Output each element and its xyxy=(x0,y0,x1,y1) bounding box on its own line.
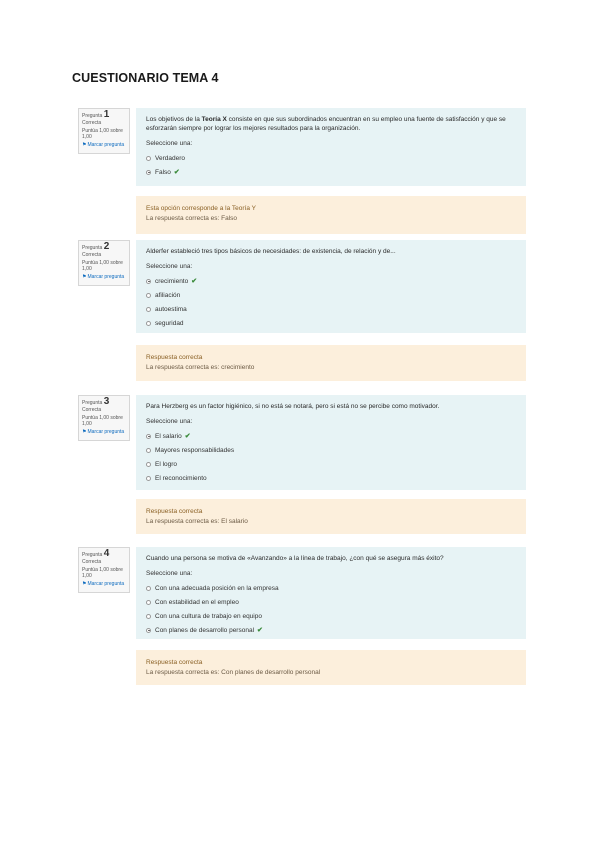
radio-button[interactable] xyxy=(146,462,151,467)
question-feedback xyxy=(136,345,526,381)
flag-question-link[interactable] xyxy=(82,142,126,148)
question-label: Pregunta xyxy=(82,113,103,119)
checkmark-icon: ✔ xyxy=(257,626,263,634)
question-label: Pregunta xyxy=(82,552,103,558)
answer-prompt: Seleccione una: xyxy=(146,570,193,577)
answer-option-label: El logro xyxy=(155,460,178,468)
question-text: Los objetivos de la Teoría X consiste en que sus subordinados encuentran en su empleo una fuente de satisfacción y que se esforzarán siempre por lograr los mejores resultados para la organización. xyxy=(146,116,506,132)
specific-feedback: Respuesta correcta xyxy=(146,508,203,515)
question-feedback xyxy=(136,650,526,685)
flag-icon[interactable]: ⚑ xyxy=(82,581,87,587)
flag-label: Marcar pregunta xyxy=(87,274,125,280)
radio-button[interactable] xyxy=(146,279,151,284)
answer-option[interactable] xyxy=(146,471,517,485)
answer-option-label: autoestima xyxy=(155,305,187,313)
specific-feedback: Esta opción corresponde a la Teoría Y xyxy=(146,205,256,212)
question-number: 3 xyxy=(103,396,110,407)
radio-button[interactable] xyxy=(146,170,151,175)
answer-option-label: El salario xyxy=(155,432,182,440)
radio-button[interactable] xyxy=(146,293,151,298)
radio-button[interactable] xyxy=(146,628,151,633)
question-text: Para Herzberg es un factor higiénico, si no está se notará, pero si está no se percibe como motivador. xyxy=(146,403,440,410)
answer-option-label: Con planes de desarrollo personal xyxy=(155,626,255,634)
radio-button[interactable] xyxy=(146,600,151,605)
answer-option[interactable] xyxy=(146,595,517,609)
specific-feedback: Respuesta correcta xyxy=(146,354,203,361)
answer-option[interactable] xyxy=(146,457,517,471)
flag-question-link[interactable] xyxy=(82,429,126,435)
radio-button[interactable] xyxy=(146,614,151,619)
question-feedback xyxy=(136,196,526,234)
checkmark-icon: ✔ xyxy=(184,432,191,440)
question-label: Pregunta xyxy=(82,400,103,406)
question-state: Correcta xyxy=(82,559,102,565)
answer-prompt: Seleccione una: xyxy=(146,263,193,270)
question-formulation xyxy=(136,240,526,333)
answer-option-label: Con una adecuada posición en la empresa xyxy=(155,584,279,592)
answer-options xyxy=(146,581,517,637)
question-state: Correcta xyxy=(82,120,102,126)
answer-option[interactable] xyxy=(146,581,517,595)
question-grade: Puntúa 1,00 sobre 1,00 xyxy=(82,415,123,427)
answer-options xyxy=(146,151,517,179)
question-feedback xyxy=(136,499,526,534)
flag-label: Marcar pregunta xyxy=(87,429,125,435)
checkmark-icon: ✔ xyxy=(173,168,180,176)
flag-question-link[interactable] xyxy=(82,274,126,280)
question-number: 2 xyxy=(103,241,110,252)
answer-options xyxy=(146,429,517,485)
answer-option[interactable] xyxy=(146,302,517,316)
specific-feedback: Respuesta correcta xyxy=(146,659,203,666)
answer-option[interactable] xyxy=(146,609,517,623)
question-info xyxy=(78,108,130,154)
page-title: CUESTIONARIO TEMA 4 xyxy=(72,71,219,85)
answer-option[interactable] xyxy=(146,151,517,165)
question-grade: Puntúa 1,00 sobre 1,00 xyxy=(82,567,123,579)
question-grade: Puntúa 1,00 sobre 1,00 xyxy=(82,128,123,140)
question-text: Alderfer estableció tres tipos básicos de necesidades: de existencia, de relación y de... xyxy=(146,248,396,255)
flag-question-link[interactable] xyxy=(82,581,126,587)
answer-option-label: Mayores responsabilidades xyxy=(155,446,235,454)
answer-option-label: seguridad xyxy=(155,319,184,327)
checkmark-icon: ✔ xyxy=(191,277,198,285)
right-answer: La respuesta correcta es: Falso xyxy=(146,215,238,222)
radio-button[interactable] xyxy=(146,321,151,326)
radio-button[interactable] xyxy=(146,156,151,161)
radio-button[interactable] xyxy=(146,307,151,312)
flag-label: Marcar pregunta xyxy=(87,581,125,587)
answer-option[interactable] xyxy=(146,429,517,443)
question-grade: Puntúa 1,00 sobre 1,00 xyxy=(82,260,123,272)
answer-option-label: afiliación xyxy=(155,291,181,299)
right-answer: La respuesta correcta es: crecimiento xyxy=(146,364,255,371)
question-state: Correcta xyxy=(82,252,102,258)
question-formulation xyxy=(136,547,526,639)
answer-option-label: Verdadero xyxy=(155,154,185,162)
question-text: Cuando una persona se motiva de «Avanzando» a la línea de trabajo, ¿con qué se asegura más éxito? xyxy=(146,555,444,562)
answer-prompt: Seleccione una: xyxy=(146,140,193,147)
radio-button[interactable] xyxy=(146,476,151,481)
answer-option-label: Falso xyxy=(155,168,171,176)
question-label: Pregunta xyxy=(82,245,103,251)
flag-icon[interactable]: ⚑ xyxy=(82,274,87,280)
radio-button[interactable] xyxy=(146,586,151,591)
right-answer: La respuesta correcta es: El salario xyxy=(146,518,248,525)
answer-option-label: Con estabilidad en el empleo xyxy=(155,598,239,606)
answer-option[interactable] xyxy=(146,316,517,330)
right-answer: La respuesta correcta es: Con planes de desarrollo personal xyxy=(146,669,321,676)
answer-option[interactable] xyxy=(146,443,517,457)
answer-option-label: El reconocimiento xyxy=(155,474,207,482)
radio-button[interactable] xyxy=(146,448,151,453)
flag-icon[interactable]: ⚑ xyxy=(82,429,87,435)
answer-option-label: crecimiento xyxy=(155,277,189,285)
answer-option[interactable] xyxy=(146,288,517,302)
flag-label: Marcar pregunta xyxy=(87,142,125,148)
answer-options xyxy=(146,274,517,330)
question-formulation xyxy=(136,108,526,186)
question-info xyxy=(78,547,130,593)
question-info xyxy=(78,240,130,286)
question-state: Correcta xyxy=(82,407,102,413)
answer-option[interactable] xyxy=(146,623,517,637)
question-info xyxy=(78,395,130,441)
answer-option-label: Con una cultura de trabajo en equipo xyxy=(155,612,262,620)
answer-option[interactable] xyxy=(146,165,517,179)
radio-button[interactable] xyxy=(146,434,151,439)
question-number: 1 xyxy=(103,109,110,120)
answer-prompt: Seleccione una: xyxy=(146,418,193,425)
flag-icon[interactable]: ⚑ xyxy=(82,142,87,148)
question-formulation xyxy=(136,395,526,490)
answer-option[interactable] xyxy=(146,274,517,288)
question-number: 4 xyxy=(103,548,110,559)
